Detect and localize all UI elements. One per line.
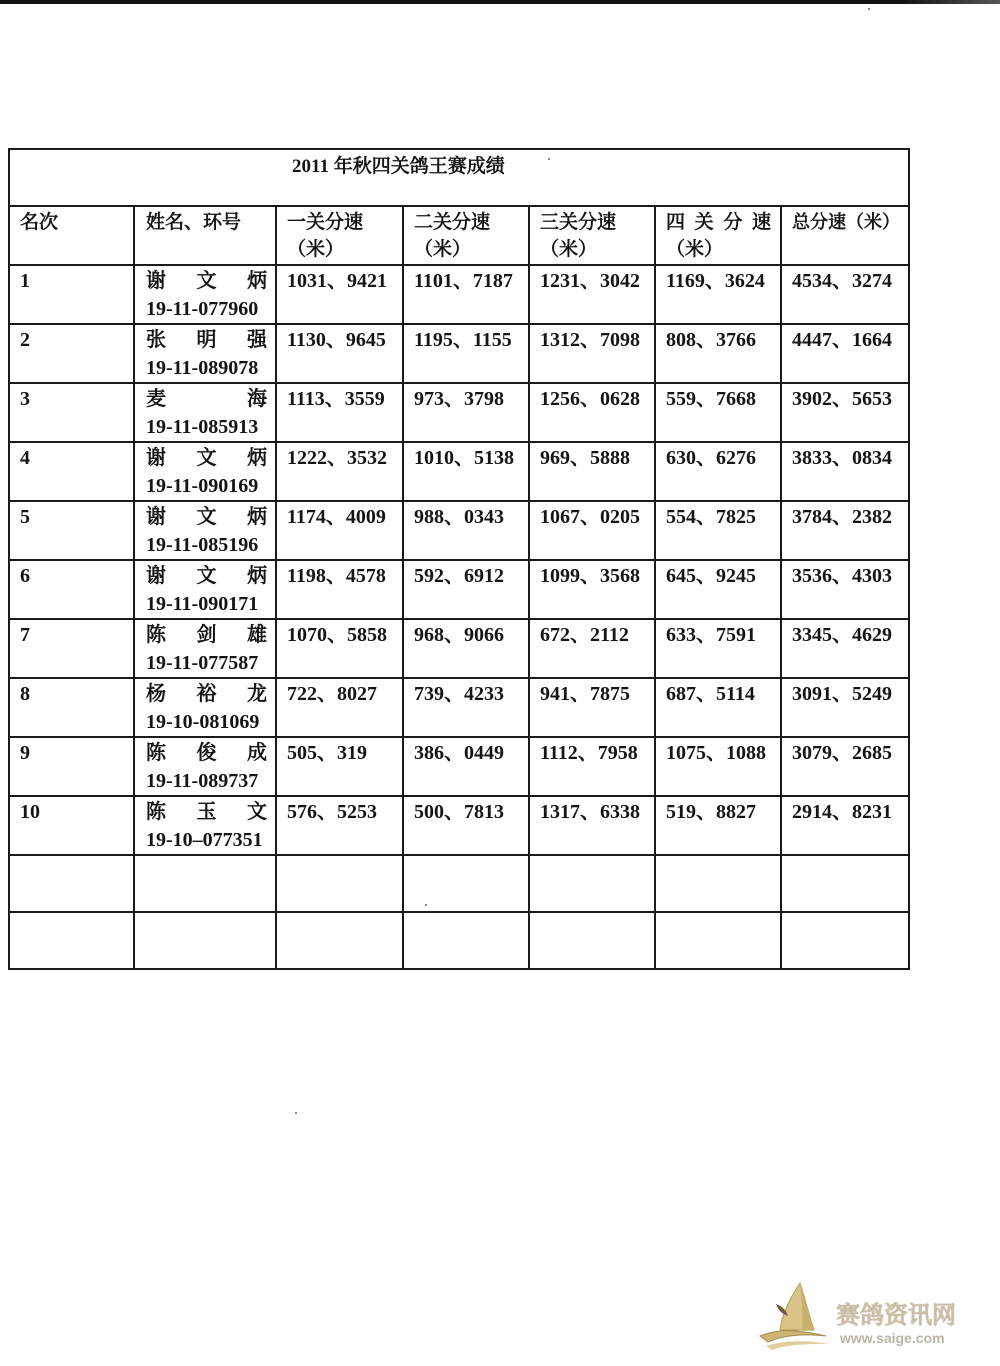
stage2-speed-cell: 988、0343 [404,502,530,561]
stage3-speed-cell: 1231、3042 [530,266,656,325]
scan-speck [868,8,870,10]
total-speed-cell: 3784、2382 [782,502,910,561]
ring-number: 19-11-090171 [146,593,259,615]
empty-cell [404,856,530,913]
name-ring-cell [135,679,277,738]
scan-speck [295,1112,297,1114]
rank-cell: 1 [10,266,135,325]
rank-cell: 2 [10,325,135,384]
name-ring-cell [135,325,277,384]
stage1-speed-cell: 1130、9645 [277,325,404,384]
total-speed-cell: 3091、5249 [782,679,910,738]
stage1-speed-cell: 505、319 [277,738,404,797]
stage2-speed-cell: 739、4233 [404,679,530,738]
empty-cell [10,913,135,970]
empty-cell [277,856,404,913]
watermark-site-name: 赛鸽资讯网 [836,1303,956,1329]
empty-cell [530,856,656,913]
stage2-speed-cell: 968、9066 [404,620,530,679]
ring-number: 19-11-085913 [146,416,259,438]
rank-cell: 7 [10,620,135,679]
ring-number: 19-11-090169 [146,475,259,497]
ring-number: 19-10-081069 [146,711,260,733]
total-speed-cell: 3079、2685 [782,738,910,797]
ring-number: 19-11-089737 [146,770,259,792]
header-name-ring: 姓名、环号 [135,207,277,266]
stage2-speed-cell: 1010、5138 [404,443,530,502]
owner-name: 谢 文 炳 [146,565,267,587]
empty-cell [277,913,404,970]
stage4-speed-cell: 687、5114 [656,679,782,738]
owner-name: 杨 裕 龙 [146,683,267,705]
stage4-speed-cell: 808、3766 [656,325,782,384]
empty-cell [10,856,135,913]
stage1-speed-cell: 1174、4009 [277,502,404,561]
header-rank: 名次 [10,207,135,266]
stage1-speed-cell: 1198、4578 [277,561,404,620]
stage2-speed-cell: 386、0449 [404,738,530,797]
header-stage1-unit: （米） [287,239,345,260]
results-table [8,148,910,970]
total-speed-cell: 3536、4303 [782,561,910,620]
total-speed-cell: 3833、0834 [782,443,910,502]
stage4-speed-cell: 559、7668 [656,384,782,443]
stage3-speed-cell: 1256、0628 [530,384,656,443]
total-speed-cell: 4534、3274 [782,266,910,325]
name-ring-cell [135,443,277,502]
header-stage3 [530,207,656,266]
stage3-speed-cell: 1317、6338 [530,797,656,856]
header-stage1-label: 一关分速 [287,212,364,233]
stage4-speed-cell: 633、7591 [656,620,782,679]
rank-cell: 5 [10,502,135,561]
name-ring-cell [135,384,277,443]
stage3-speed-cell: 941、7875 [530,679,656,738]
stage3-speed-cell: 1067、0205 [530,502,656,561]
header-stage1 [277,207,404,266]
header-stage4-label: 四 关 分 速 [666,212,771,233]
name-ring-cell [135,502,277,561]
empty-cell [135,913,277,970]
header-stage2-label: 二关分速 [414,212,491,233]
ring-number: 19-10–077351 [146,829,263,851]
stage3-speed-cell: 1312、7098 [530,325,656,384]
stage2-speed-cell: 1101、7187 [404,266,530,325]
header-stage2 [404,207,530,266]
stage4-speed-cell: 645、9245 [656,561,782,620]
header-stage3-unit: （米） [540,239,598,260]
stage2-speed-cell: 500、7813 [404,797,530,856]
table-title: 2011 年秋四关鸽王赛成绩 [10,150,910,207]
ring-number: 19-11-085196 [146,534,259,556]
stage1-speed-cell: 1222、3532 [277,443,404,502]
ring-number: 19-11-077960 [146,298,259,320]
header-stage3-label: 三关分速 [540,212,617,233]
empty-cell [530,913,656,970]
owner-name: 张 明 强 [146,329,267,351]
stage4-speed-cell: 1075、1088 [656,738,782,797]
owner-name: 陈 俊 成 [146,742,267,764]
ring-number: 19-11-077587 [146,652,259,674]
empty-cell [656,856,782,913]
stage2-speed-cell: 592、6912 [404,561,530,620]
total-speed-cell: 3345、4629 [782,620,910,679]
stage3-speed-cell: 1099、3568 [530,561,656,620]
stage4-speed-cell: 630、6276 [656,443,782,502]
stage1-speed-cell: 722、8027 [277,679,404,738]
owner-name: 谢 文 炳 [146,270,267,292]
watermark-url: www.saige.com [840,1330,945,1346]
stage3-speed-cell: 672、2112 [530,620,656,679]
rank-cell: 10 [10,797,135,856]
header-total: 总分速（米） [782,207,910,266]
stage3-speed-cell: 1112、7958 [530,738,656,797]
name-ring-cell [135,266,277,325]
header-stage4-unit: （米） [666,239,724,260]
owner-name: 陈 剑 雄 [146,624,267,646]
scan-top-edge [0,0,1000,4]
rank-cell: 6 [10,561,135,620]
header-stage4 [656,207,782,266]
rank-cell: 8 [10,679,135,738]
name-ring-cell [135,738,277,797]
stage1-speed-cell: 1031、9421 [277,266,404,325]
total-speed-cell: 4447、1664 [782,325,910,384]
name-ring-cell [135,797,277,856]
owner-name: 谢 文 炳 [146,447,267,469]
rank-cell: 4 [10,443,135,502]
header-stage2-unit: （米） [414,239,472,260]
site-watermark [756,1280,966,1354]
empty-cell [782,913,910,970]
rank-cell: 3 [10,384,135,443]
stage1-speed-cell: 1070、5858 [277,620,404,679]
empty-cell [656,913,782,970]
total-speed-cell: 2914、8231 [782,797,910,856]
stage2-speed-cell: 1195、1155 [404,325,530,384]
ring-number: 19-11-089078 [146,357,259,379]
owner-name: 麦 海 [146,388,267,410]
stage1-speed-cell: 576、5253 [277,797,404,856]
empty-cell [135,856,277,913]
owner-name: 谢 文 炳 [146,506,267,528]
stage4-speed-cell: 1169、3624 [656,266,782,325]
name-ring-cell [135,620,277,679]
total-speed-cell: 3902、5653 [782,384,910,443]
empty-cell [404,913,530,970]
name-ring-cell [135,561,277,620]
stage4-speed-cell: 554、7825 [656,502,782,561]
empty-cell [782,856,910,913]
stage2-speed-cell: 973、3798 [404,384,530,443]
stage3-speed-cell: 969、5888 [530,443,656,502]
stage4-speed-cell: 519、8827 [656,797,782,856]
rank-cell: 9 [10,738,135,797]
stage1-speed-cell: 1113、3559 [277,384,404,443]
pigeon-sail-logo-icon [756,1280,836,1352]
owner-name: 陈 玉 文 [146,801,267,823]
